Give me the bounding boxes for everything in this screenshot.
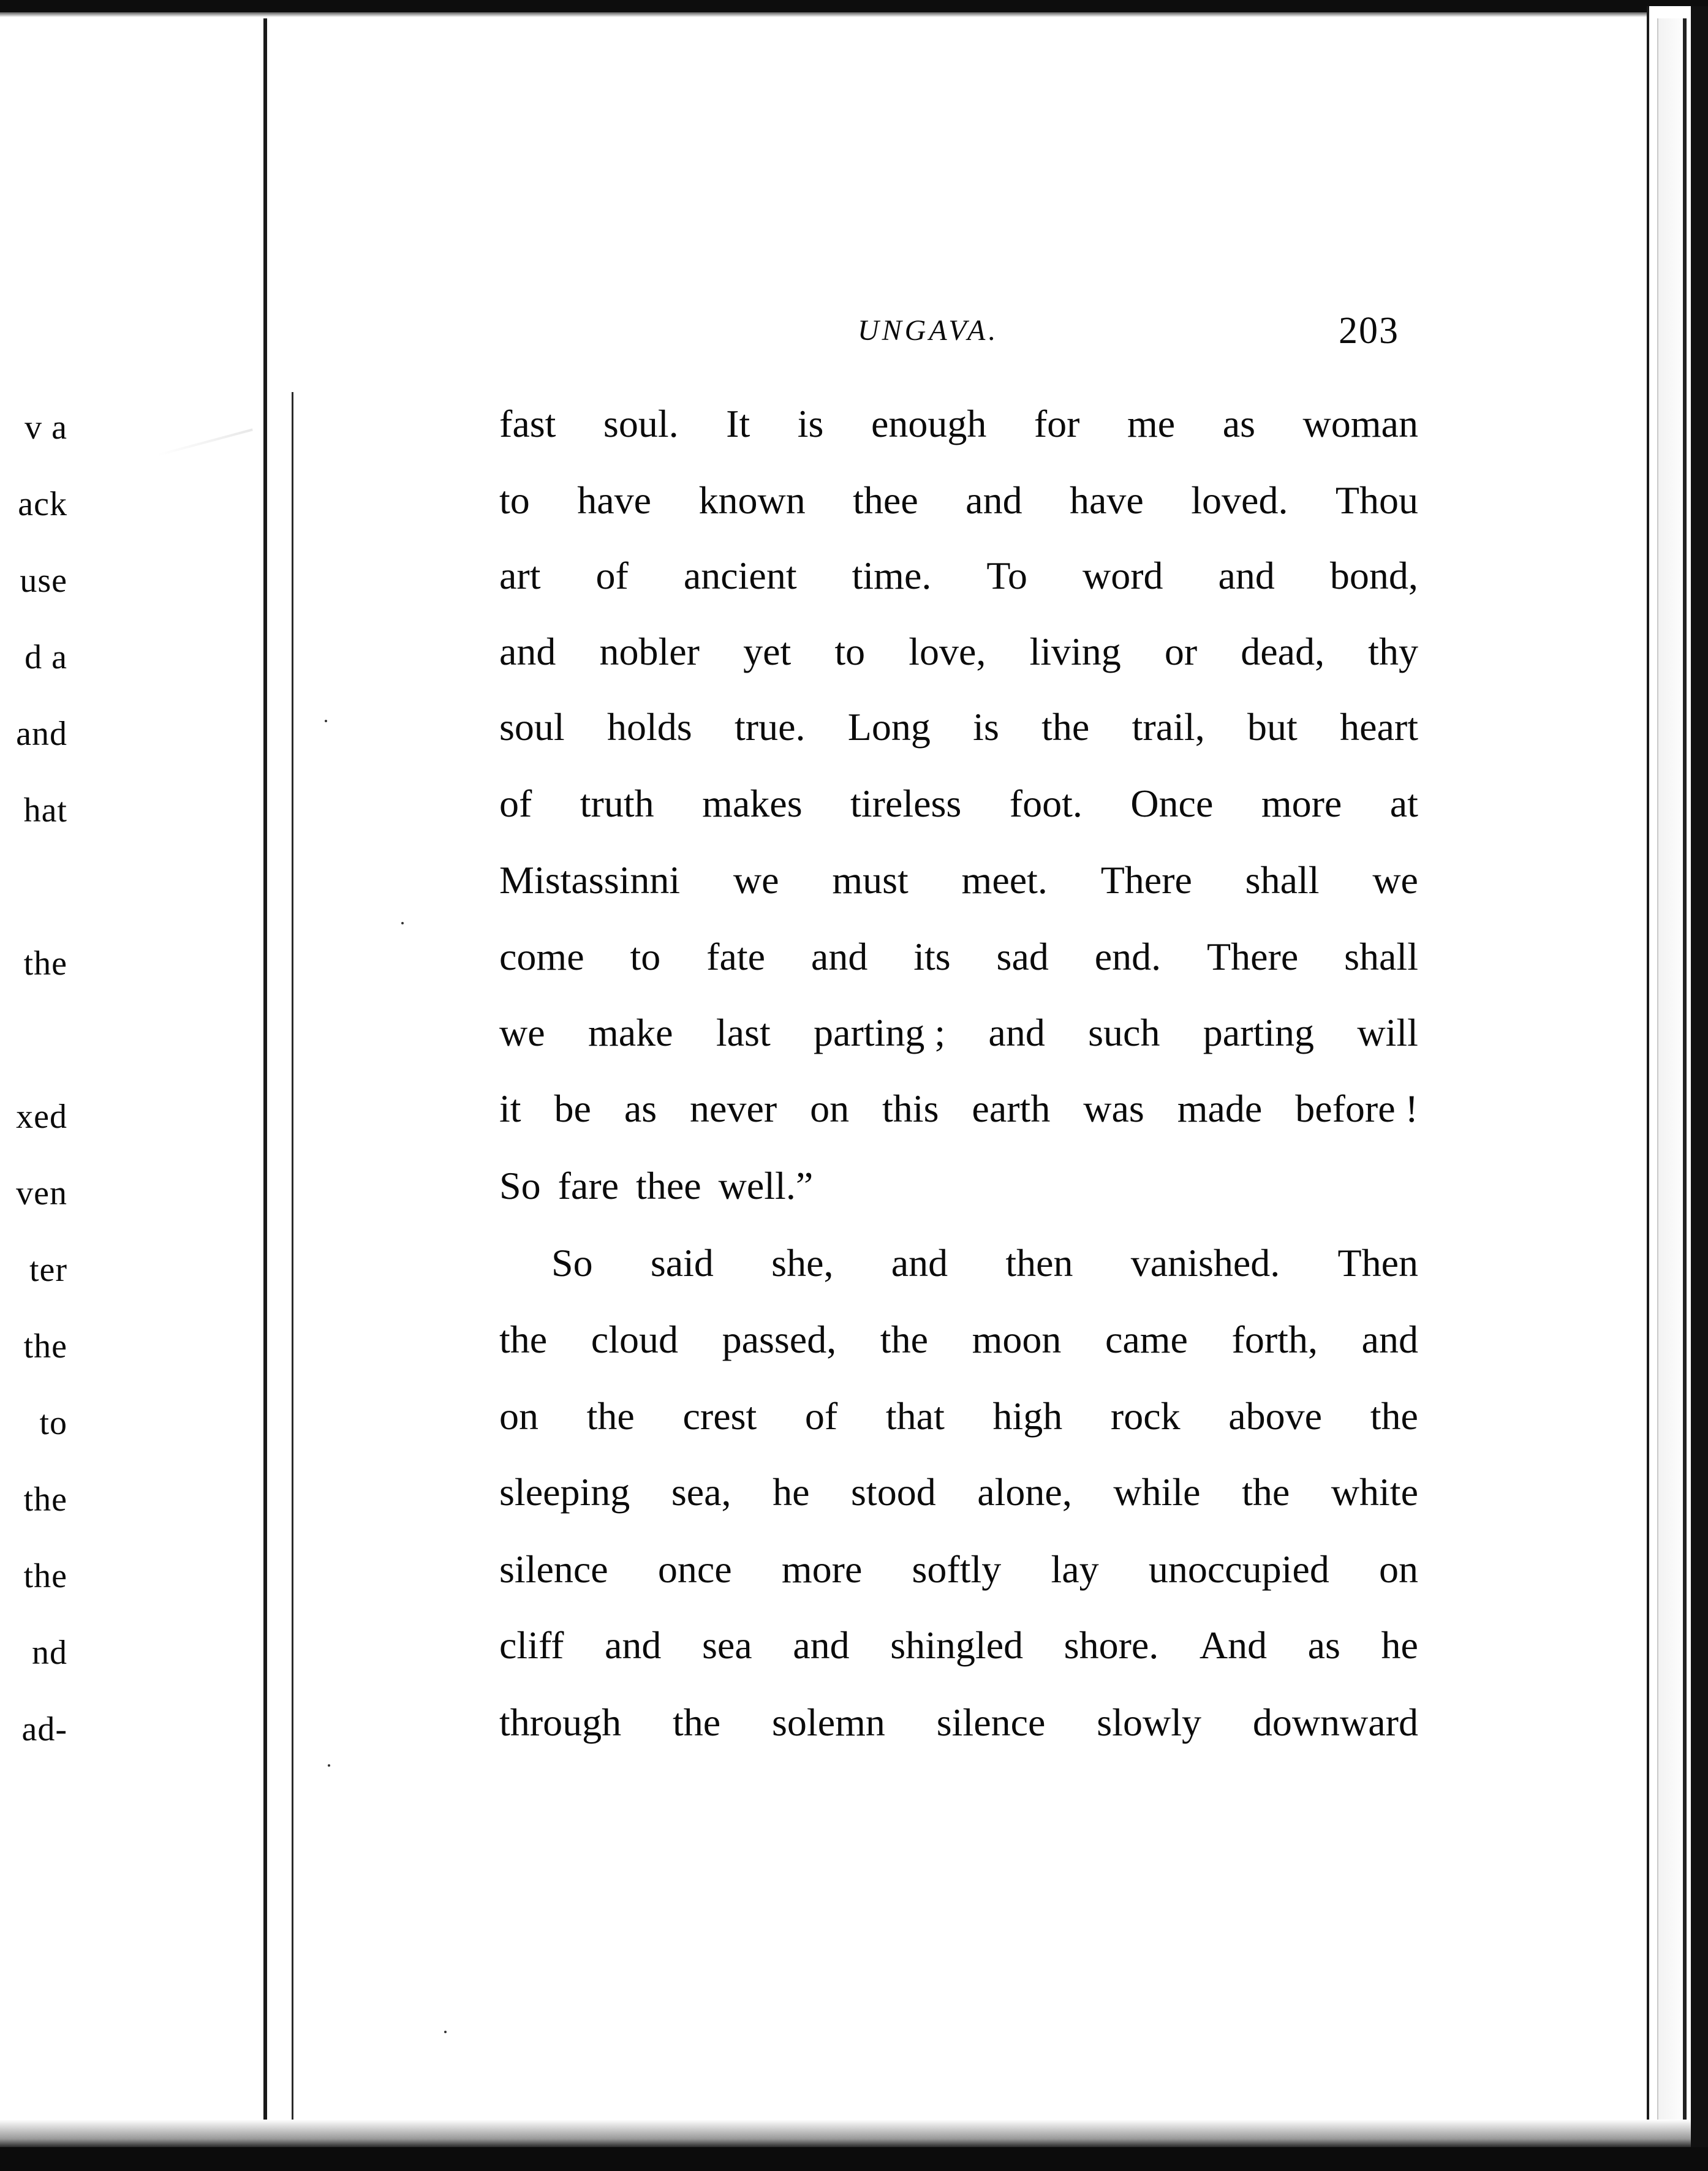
- word: then: [1005, 1241, 1073, 1285]
- word: for: [1033, 402, 1080, 445]
- text-line: [499, 1470, 1418, 1514]
- word: Then: [1337, 1241, 1418, 1285]
- word: There: [1207, 935, 1299, 978]
- text-line: [499, 1394, 1418, 1438]
- left-page-line: xed: [16, 1100, 67, 1134]
- word: and: [499, 630, 556, 673]
- word: sea: [701, 1623, 752, 1667]
- text-line: [499, 1166, 1418, 1206]
- word: we: [733, 858, 779, 902]
- word: came: [1105, 1318, 1188, 1361]
- word: solemn: [772, 1701, 885, 1744]
- text-line: [499, 556, 1418, 595]
- text-line: [499, 1013, 1418, 1052]
- word: to: [499, 478, 530, 522]
- word: unoccupied: [1148, 1547, 1329, 1591]
- text-line: [551, 1241, 1418, 1285]
- word: nobler: [599, 630, 700, 673]
- word: softly: [912, 1547, 1002, 1591]
- word: before !: [1295, 1087, 1418, 1130]
- word: word: [1082, 554, 1163, 597]
- word: to: [630, 935, 661, 978]
- word: stood: [851, 1470, 936, 1514]
- text-line: [499, 784, 1418, 823]
- word: soul: [499, 705, 565, 749]
- word: Mistassinni: [499, 858, 681, 902]
- word: will: [1357, 1011, 1418, 1054]
- word: on: [499, 1394, 538, 1438]
- word: and: [1218, 554, 1275, 597]
- page-stack-edge: [1657, 18, 1687, 2144]
- left-page-line: ter: [29, 1253, 67, 1287]
- word: makes: [702, 782, 803, 825]
- text-line: [499, 1089, 1418, 1128]
- word: cloud: [591, 1318, 678, 1361]
- page-inner-edge: [292, 392, 293, 2132]
- scan-speck: [444, 2031, 447, 2033]
- word: as: [1222, 402, 1256, 445]
- word: parting: [1203, 1011, 1315, 1054]
- word: we: [499, 1011, 545, 1054]
- word: as: [1307, 1623, 1340, 1667]
- word: must: [832, 858, 909, 902]
- word: of: [804, 1394, 838, 1438]
- left-page-line: to: [39, 1406, 67, 1440]
- word: crest: [682, 1394, 757, 1438]
- word: she,: [771, 1241, 834, 1285]
- left-page-line: use: [20, 564, 67, 598]
- word: have: [577, 478, 652, 522]
- word: but: [1247, 705, 1298, 749]
- page-number: 203: [1339, 310, 1399, 352]
- word: fast: [499, 402, 556, 445]
- scan-speck: [328, 1764, 330, 1767]
- word: this: [882, 1087, 939, 1130]
- word: come: [499, 935, 584, 978]
- word: truth: [580, 782, 654, 825]
- scan-bottom-shadow: [0, 2120, 1691, 2147]
- word: it: [499, 1087, 521, 1130]
- word: through: [499, 1701, 622, 1744]
- word: as: [624, 1087, 657, 1130]
- word: make: [588, 1011, 673, 1054]
- left-page-line: hat: [23, 793, 67, 828]
- word: moon: [972, 1318, 1062, 1361]
- word: vanished.: [1130, 1241, 1280, 1285]
- word: yet: [743, 630, 792, 673]
- word: trail,: [1132, 705, 1205, 749]
- word: Thou: [1335, 478, 1418, 522]
- word: shall: [1344, 935, 1418, 978]
- word: tireless: [850, 782, 962, 825]
- word: on: [810, 1087, 850, 1130]
- scan-speck: [325, 720, 327, 722]
- running-title: UNGAVA.: [858, 314, 999, 347]
- word: silence: [499, 1547, 608, 1591]
- word: and: [605, 1623, 662, 1667]
- word: love,: [909, 630, 986, 673]
- word: bond,: [1329, 554, 1418, 597]
- left-page-line: the: [23, 1559, 67, 1593]
- word: sad: [996, 935, 1049, 978]
- word: while: [1113, 1470, 1201, 1514]
- word: at: [1389, 782, 1418, 825]
- word: foot.: [1009, 782, 1083, 825]
- word: thee: [853, 478, 918, 522]
- word: and: [1361, 1318, 1418, 1361]
- text-line: [499, 632, 1418, 671]
- word: last: [716, 1011, 771, 1054]
- word: meet.: [961, 858, 1048, 902]
- word: is: [797, 402, 824, 445]
- word: sea,: [671, 1470, 731, 1514]
- word: be: [554, 1087, 591, 1130]
- word: ancient: [683, 554, 797, 597]
- word: Once: [1130, 782, 1214, 825]
- word: and: [988, 1011, 1045, 1054]
- word: passed,: [722, 1318, 837, 1361]
- word: cliff: [499, 1623, 564, 1667]
- text-line: [499, 478, 1418, 522]
- word: time.: [852, 554, 932, 597]
- word: So: [499, 1164, 541, 1207]
- word: To: [986, 554, 1027, 597]
- word: And: [1199, 1623, 1268, 1667]
- word: rock: [1110, 1394, 1181, 1438]
- text-line: [499, 1320, 1418, 1359]
- word: we: [1372, 858, 1418, 902]
- scan-bottom-edge: [0, 2147, 1708, 2171]
- word: on: [1379, 1547, 1418, 1591]
- word: is: [973, 705, 999, 749]
- word: once: [657, 1547, 732, 1591]
- word: white: [1331, 1470, 1418, 1514]
- left-page-line: ven: [16, 1176, 67, 1210]
- left-page-line: nd: [32, 1636, 67, 1670]
- word: silence: [936, 1701, 1046, 1744]
- word: holds: [606, 705, 692, 749]
- left-page-line: ad-: [21, 1712, 67, 1746]
- word: the: [1041, 705, 1090, 749]
- word: earth: [972, 1087, 1051, 1130]
- word: forth,: [1231, 1318, 1318, 1361]
- word: and: [811, 935, 868, 978]
- left-page-line: the: [23, 1482, 67, 1517]
- text-line: [499, 858, 1418, 902]
- text-line: [499, 1703, 1418, 1742]
- left-page-line: ack: [18, 487, 67, 521]
- word: There: [1100, 858, 1192, 902]
- word: sleeping: [499, 1470, 630, 1514]
- word: said: [650, 1241, 714, 1285]
- text-line: [499, 937, 1418, 976]
- word: of: [499, 782, 532, 825]
- text-line: [499, 1623, 1418, 1667]
- word: the: [880, 1318, 928, 1361]
- word: or: [1164, 630, 1198, 673]
- word: downward: [1252, 1701, 1418, 1744]
- word: fate: [706, 935, 766, 978]
- word: It: [726, 402, 750, 445]
- word: thy: [1368, 630, 1418, 673]
- word: the: [1242, 1470, 1290, 1514]
- word: never: [690, 1087, 777, 1130]
- word: alone,: [977, 1470, 1072, 1514]
- word: soul.: [603, 402, 679, 445]
- left-page-line: and: [16, 717, 67, 751]
- scan-right-border: [1691, 6, 1708, 2156]
- word: So: [551, 1241, 593, 1285]
- word: true.: [734, 705, 806, 749]
- word: heart: [1340, 705, 1418, 749]
- word: living: [1029, 630, 1121, 673]
- word: above: [1228, 1394, 1323, 1438]
- word: fare: [557, 1164, 619, 1207]
- word: me: [1127, 402, 1176, 445]
- word: to: [834, 630, 866, 673]
- word: slowly: [1097, 1701, 1201, 1744]
- left-page-line: the: [23, 1329, 67, 1364]
- word: known: [698, 478, 806, 522]
- word: end.: [1094, 935, 1162, 978]
- word: enough: [871, 402, 987, 445]
- word: its: [913, 935, 951, 978]
- text-line: [499, 1547, 1418, 1591]
- word: shingled: [890, 1623, 1024, 1667]
- word: lay: [1051, 1547, 1099, 1591]
- text-line: [499, 705, 1418, 749]
- word: was: [1083, 1087, 1144, 1130]
- word: shore.: [1064, 1623, 1159, 1667]
- word: he: [1381, 1623, 1418, 1667]
- word: he: [773, 1470, 810, 1514]
- text-line: [499, 404, 1418, 444]
- book-gutter-line: [263, 18, 267, 2132]
- scan-top-shadow: [0, 12, 1666, 17]
- word: and: [965, 478, 1022, 522]
- word: the: [672, 1701, 721, 1744]
- word: made: [1177, 1087, 1263, 1130]
- word: Long: [847, 705, 931, 749]
- word: more: [781, 1547, 863, 1591]
- word: art: [499, 554, 541, 597]
- left-page-line: the: [23, 946, 67, 981]
- word: high: [992, 1394, 1063, 1438]
- left-page-line: d a: [25, 640, 67, 674]
- word: have: [1070, 478, 1144, 522]
- scan-scratch: [157, 428, 253, 456]
- word: dead,: [1241, 630, 1325, 673]
- word: the: [586, 1394, 635, 1438]
- word: loved.: [1191, 478, 1288, 522]
- word: more: [1261, 782, 1342, 825]
- word: well.”: [718, 1164, 814, 1207]
- left-page-line: v a: [25, 410, 67, 445]
- word: woman: [1302, 402, 1418, 445]
- scan-speck: [401, 922, 404, 924]
- scan-top-edge: [0, 0, 1708, 12]
- word: shall: [1245, 858, 1320, 902]
- word: thee: [636, 1164, 701, 1207]
- word: the: [1370, 1394, 1418, 1438]
- word: parting ;: [814, 1011, 946, 1054]
- word: and: [793, 1623, 850, 1667]
- word: and: [891, 1241, 948, 1285]
- word: such: [1088, 1011, 1160, 1054]
- word: that: [885, 1394, 945, 1438]
- word: the: [499, 1318, 548, 1361]
- word: of: [595, 554, 629, 597]
